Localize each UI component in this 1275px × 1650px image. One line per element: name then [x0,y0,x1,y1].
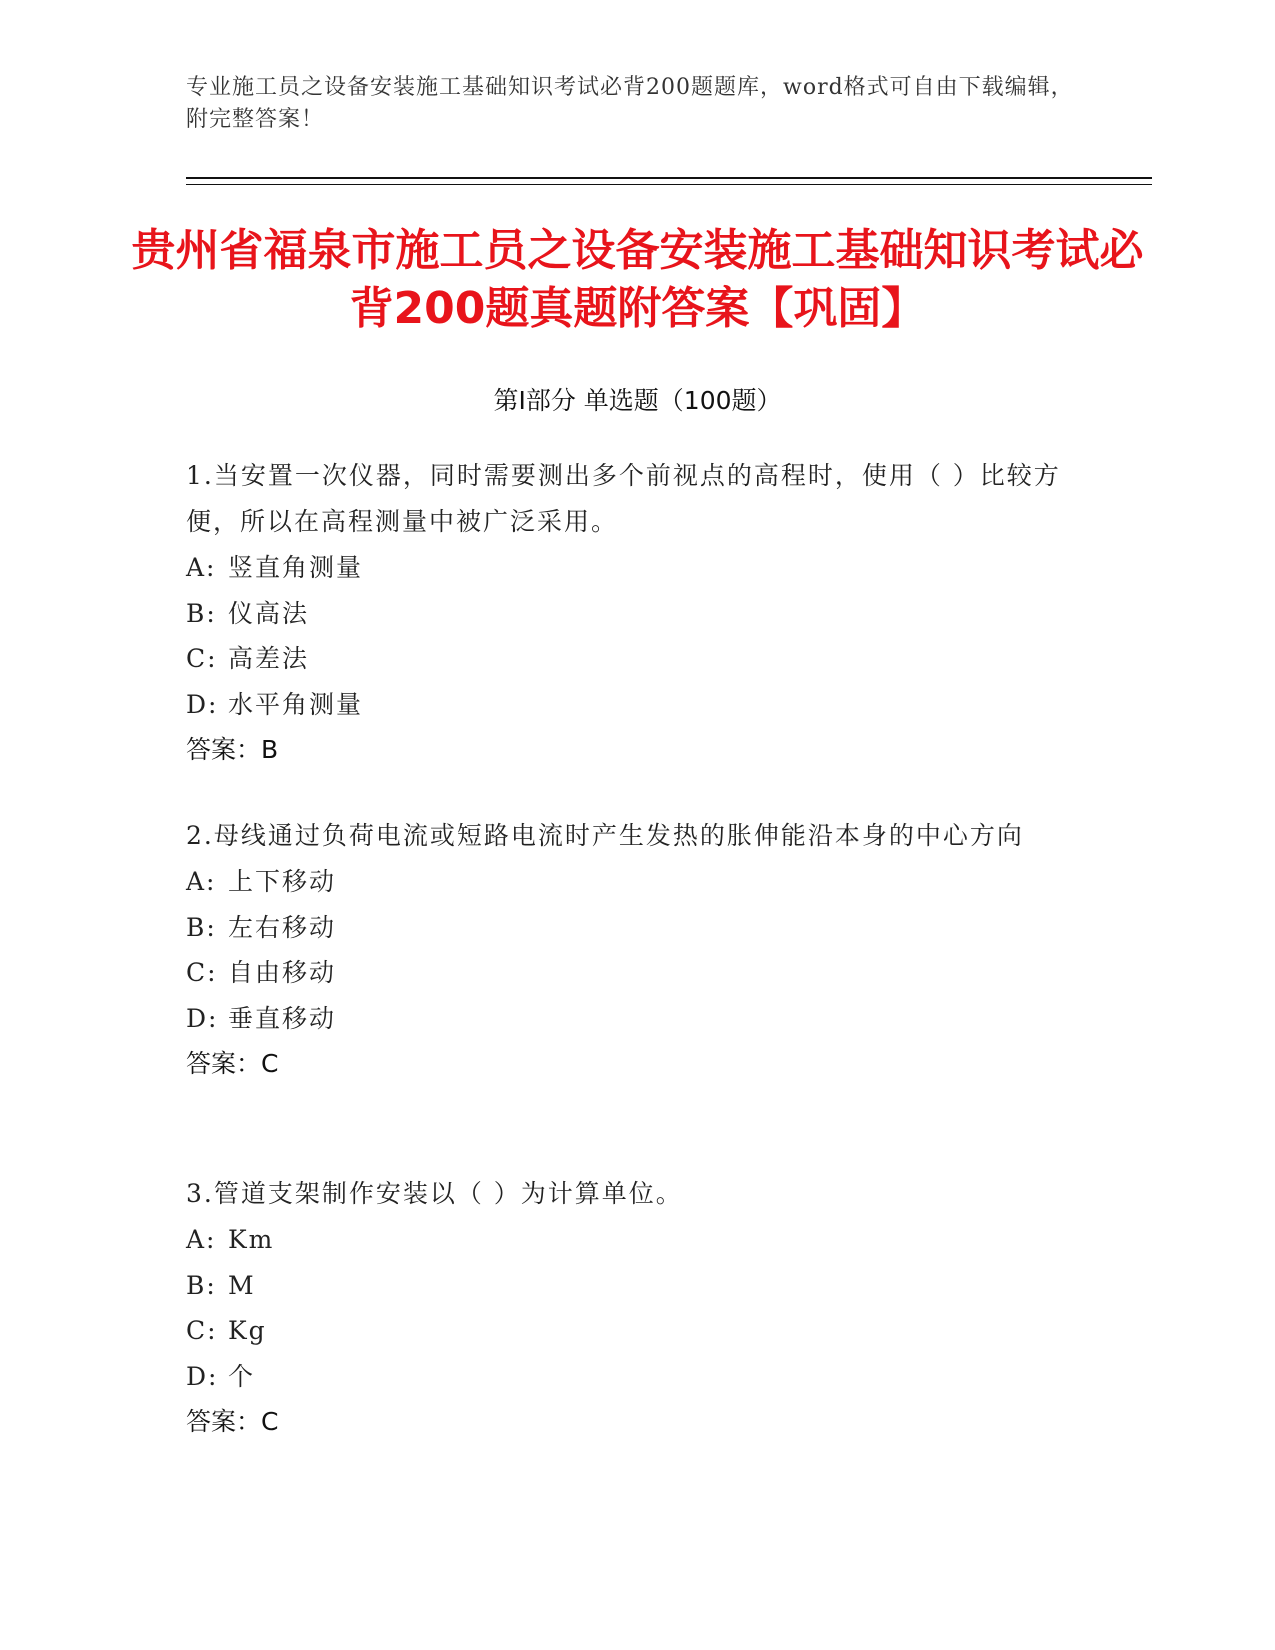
option-text: 高差法 [228,644,310,673]
answer-text: 答案：C [186,1049,279,1078]
option-key: B: [186,912,217,942]
option-key: D: [186,1003,219,1033]
question-1 [186,453,1086,773]
section-heading: 第I部分 单选题（100题） [493,386,782,415]
option-text: 个 [228,1361,256,1391]
option-c [186,636,1086,682]
option-key: A: [186,867,217,896]
option-d [186,1354,1086,1400]
option-text: 自由移动 [228,958,337,987]
question-stem: 2.母线通过负荷电流或短路电流时产生发热的胀伸能沿本身的中心方向 [186,821,1024,850]
header-divider-thin [186,184,1152,185]
option-b [186,591,1086,637]
option-a [186,545,1086,591]
header-divider-thick [186,177,1152,179]
option-key: B: [186,1270,217,1300]
option-text: M [228,1270,256,1300]
option-a [186,1217,1086,1263]
document-title: 贵州省福泉市施工员之设备安装施工基础知识考试必背200题真题附答案【巩固】 [131,225,1144,334]
question-2 [186,813,1086,1087]
option-c [186,1308,1086,1354]
option-key: D: [186,1361,219,1391]
option-key: C: [186,644,218,673]
question-stem: 3.管道支架制作安装以（ ）为计算单位。 [186,1179,683,1208]
answer-text: 答案：C [186,1407,279,1436]
option-d [186,996,1086,1042]
option-key: B: [186,598,217,628]
option-text: 上下移动 [228,867,337,896]
option-key: A: [186,553,217,582]
option-text: Km [228,1225,275,1254]
option-d [186,682,1086,728]
header-note: 专业施工员之设备安装施工基础知识考试必背200题题库，word格式可自由下载编辑，附完整答案！ [186,75,1074,132]
answer-text: 答案：B [186,735,279,764]
option-text: 水平角测量 [228,689,364,719]
option-key: C: [186,1316,218,1345]
option-b [186,1263,1086,1309]
option-text: Kg [228,1316,267,1345]
question-3 [186,1171,1086,1445]
option-key: A: [186,1225,217,1254]
option-key: C: [186,958,218,987]
option-a [186,859,1086,905]
option-text: 仪高法 [228,598,310,628]
option-key: D: [186,689,219,719]
question-stem: 1.当安置一次仪器，同时需要测出多个前视点的高程时，使用（ ）比较方便，所以在高程测量中被广泛采用。 [186,461,1061,536]
option-text: 左右移动 [228,912,337,942]
option-text: 垂直移动 [228,1003,337,1033]
option-c [186,950,1086,996]
option-b [186,905,1086,951]
option-text: 竖直角测量 [228,553,364,582]
